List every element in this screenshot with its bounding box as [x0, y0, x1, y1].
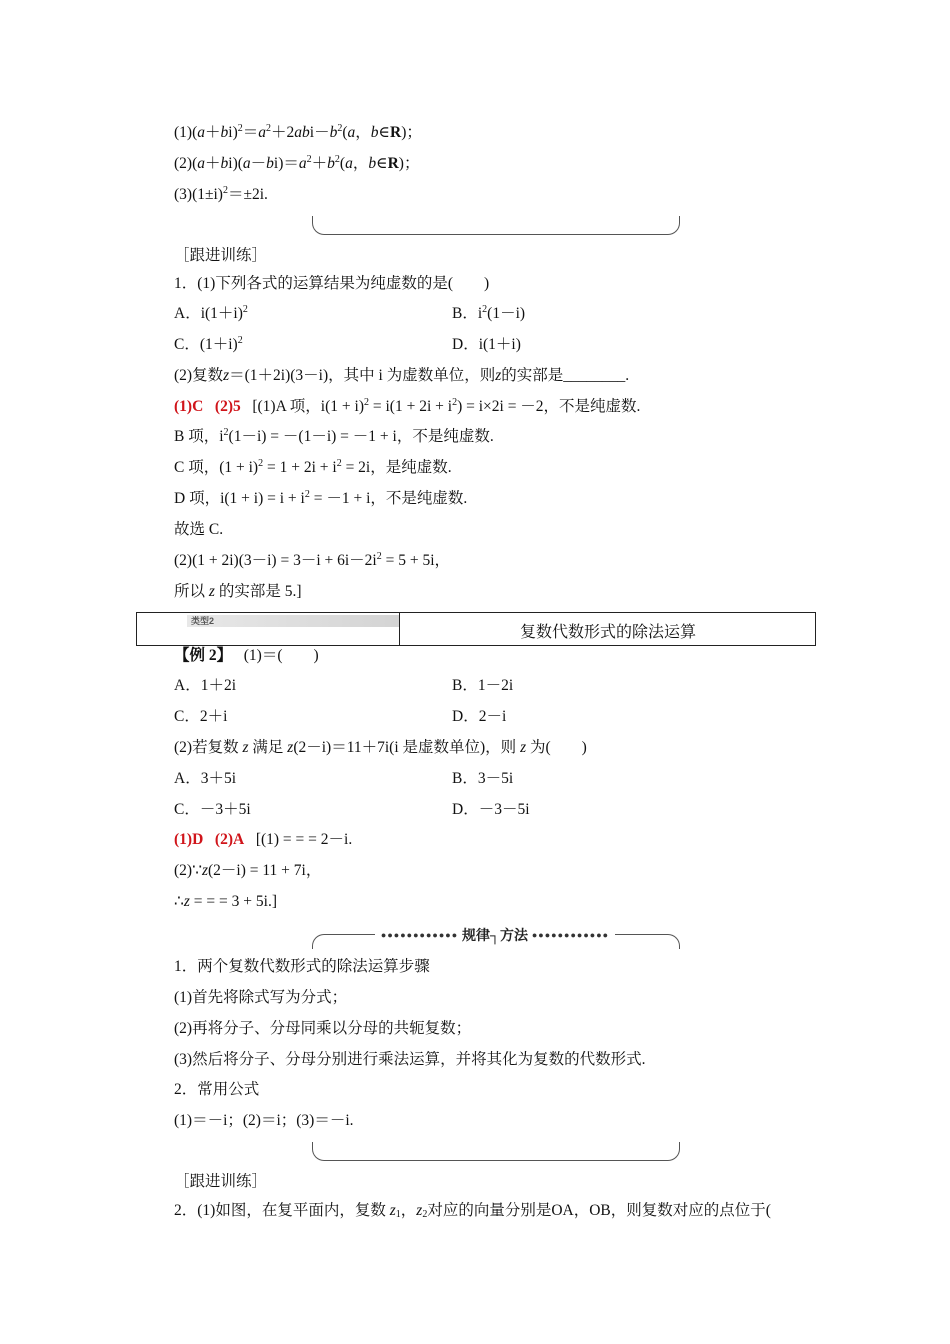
formula-1: $(1)(a+bi)^2=a^2+2abi-b^2(a$，b∈R)； — [174, 123, 422, 141]
formula-3: $(3)(1\pm i)^2=\pm 2i$. — [174, 185, 268, 203]
practice-label-2: ［跟进训练］ — [174, 1173, 268, 1190]
example-option-c: C．2＋i — [174, 708, 228, 725]
example-option-b2: B．3－5i — [452, 770, 514, 787]
question-2: (2)复数z＝(1＋2i)(3－i)，其中 i 为虚数单位，则z的实部是________. — [174, 367, 630, 384]
question-1: 1．(1)下列各式的运算结果为纯虚数的是( ) — [174, 275, 490, 292]
section-header — [136, 612, 816, 646]
example-option-b: B．1－2i — [452, 677, 514, 694]
section-divider — [399, 613, 400, 645]
example-option-d2: D．－3－5i — [452, 801, 530, 818]
solution-choose: 故选 C. — [174, 521, 224, 538]
example-option-d: D．2－i — [452, 708, 507, 725]
bracket-close — [312, 216, 680, 235]
example-2-question-2: (2)若复数 z 满足 z(2－i)＝11＋7i(i 是虚数单位)，则 z 为( ) — [174, 739, 587, 756]
option-c: C．$(1+i)^2$ — [174, 335, 243, 353]
example-answer: (1)D (2)A [(1) = = = 2－i. — [174, 831, 353, 848]
bracket-close-2 — [312, 1142, 680, 1161]
method-p6: (1)＝－i；(2)＝i；(3)＝－i. — [174, 1112, 354, 1129]
solution-2: $(2)(1 + 2i)(3-i) = 3-i + 6i-2i^2 = 5 + 5i$， — [174, 551, 451, 569]
example-solution-2: (2)∵z(2－i) = 11 + 7i， — [174, 862, 322, 879]
option-d: D．i(1＋i) — [452, 336, 521, 353]
solution-line-c: C 项，$(1 + i)^2 = 1 + 2i + i^2 = 2i$，是纯虚数. — [174, 458, 452, 476]
method-p1: 1．两个复数代数形式的除法运算步骤 — [174, 958, 430, 975]
example-option-a2: A．3＋5i — [174, 770, 237, 787]
formula-2: $(2)(a+bi)(a-bi)=a^2+b^2(a$，b∈R)； — [174, 154, 420, 172]
answer-solution-1: (1)C (2)5 [(1)A 项，$i(1 + i)^2 = i(1 + 2i + i^2) = i\times 2i = -2$，不是纯虚数. — [174, 397, 641, 415]
section-tag: 类型2 — [187, 615, 399, 627]
method-p4: (3)然后将分子、分母分别进行乘法运算，并将其化为复数的代数形式. — [174, 1051, 646, 1068]
method-title: ●●●●●●●●●●●● 规律┐方法 ●●●●●●●●●●●● — [312, 925, 678, 945]
practice2-question: 2．(1)如图，在复平面内，复数 $z_1$，$z_2$对应的向量分别是OA，OB，则复数对应的点位于( — [174, 1202, 771, 1220]
example-option-c2: C．－3＋5i — [174, 801, 251, 818]
section-title: 复数代数形式的除法运算 — [519, 624, 696, 641]
solution-2-conclusion: 所以 z 的实部是 5.] — [174, 583, 302, 600]
example-2-question-1: 【例 2】 (1)＝( ) — [174, 647, 319, 664]
solution-line-b: B 项，$i^2(1-i) = -(1-i) = -1 + i$，不是纯虚数. — [174, 427, 494, 445]
example-option-a: A．1＋2i — [174, 677, 237, 694]
method-p5: 2．常用公式 — [174, 1081, 260, 1098]
option-a: A．$i(1+i)^2$ — [174, 304, 248, 322]
method-p2: (1)首先将除式写为分式； — [174, 989, 348, 1006]
method-p3: (2)再将分子、分母同乘以分母的共轭复数； — [174, 1020, 472, 1037]
solution-line-d: D 项，$i(1 + i) = i + i^2 = -1 + i$，不是纯虚数. — [174, 489, 468, 507]
option-b: B．$i^2(1-i)$ — [452, 304, 526, 322]
practice-label: ［跟进训练］ — [174, 247, 268, 264]
example-solution-3: ∴z = = = 3 + 5i.] — [174, 893, 277, 910]
